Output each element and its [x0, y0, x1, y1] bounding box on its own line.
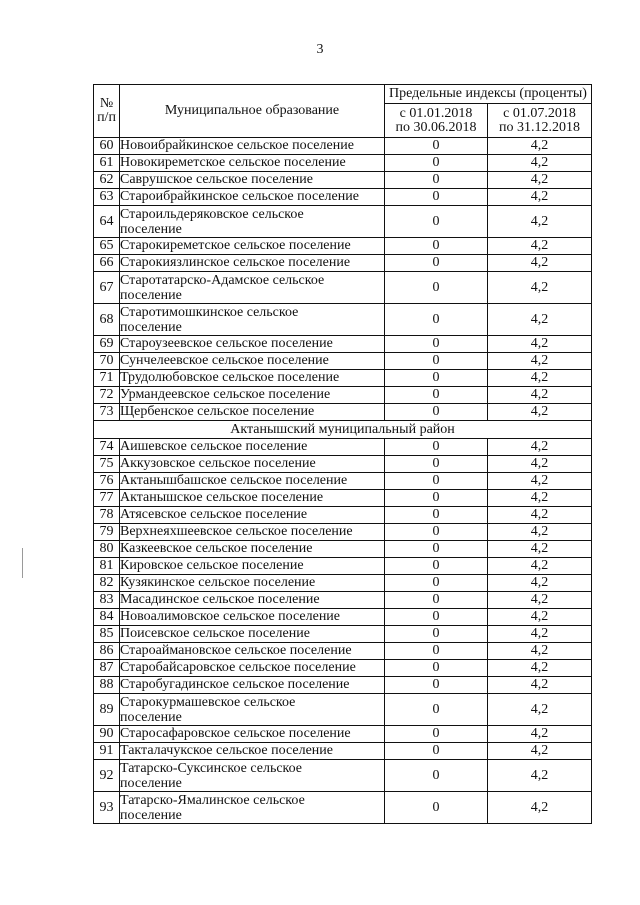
index-period-1: 0	[385, 609, 488, 626]
table-row	[94, 336, 592, 353]
index-period-2: 4,2	[488, 609, 592, 626]
index-period-2: 4,2	[488, 336, 592, 353]
index-period-1: 0	[385, 155, 488, 172]
index-period-2: 4,2	[488, 677, 592, 694]
index-period-1: 0	[385, 238, 488, 255]
row-number: 73	[94, 404, 120, 421]
index-period-2: 4,2	[488, 694, 592, 726]
table-row	[94, 206, 592, 238]
table-row	[94, 172, 592, 189]
municipality-name: Старосафаровское сельское поселение	[120, 726, 385, 743]
index-period-2: 4,2	[488, 404, 592, 421]
index-period-1: 0	[385, 541, 488, 558]
index-period-2: 4,2	[488, 353, 592, 370]
price-index-table	[93, 84, 592, 824]
municipality-name: Казкеевское сельское поселение	[120, 541, 385, 558]
index-period-2: 4,2	[488, 592, 592, 609]
municipality-name: Актанышское сельское поселение	[120, 490, 385, 507]
row-number: 83	[94, 592, 120, 609]
municipality-name: Сунчелеевское сельское поселение	[120, 353, 385, 370]
row-number: 85	[94, 626, 120, 643]
section-title: Актанышский муниципальный район	[94, 421, 592, 439]
row-number: 66	[94, 255, 120, 272]
index-period-2: 4,2	[488, 255, 592, 272]
index-period-2: 4,2	[488, 238, 592, 255]
table-row	[94, 609, 592, 626]
table-row	[94, 138, 592, 155]
row-number: 69	[94, 336, 120, 353]
table-row	[94, 626, 592, 643]
row-number: 91	[94, 743, 120, 760]
municipality-name: Актанышбашское сельское поселение	[120, 473, 385, 490]
table-row	[94, 439, 592, 456]
table-body	[94, 138, 592, 824]
municipality-name: Татарско-Суксинское сельское поселение	[120, 760, 385, 792]
row-number: 65	[94, 238, 120, 255]
row-number: 93	[94, 792, 120, 824]
index-period-1: 0	[385, 206, 488, 238]
municipality-name: Масадинское сельское поселение	[120, 592, 385, 609]
table-row	[94, 272, 592, 304]
index-period-2: 4,2	[488, 206, 592, 238]
index-period-1: 0	[385, 558, 488, 575]
header-period-1-label: с 01.01.2018 по 30.06.2018	[395, 105, 477, 135]
index-period-1: 0	[385, 694, 488, 726]
page-number: 3	[316, 42, 324, 57]
index-period-1: 0	[385, 592, 488, 609]
row-number: 61	[94, 155, 120, 172]
header-number	[94, 85, 120, 138]
table-row	[94, 760, 592, 792]
municipality-name: Староибрайкинское сельское поселение	[120, 189, 385, 206]
municipality-name: Старокиязлинское сельское поселение	[120, 255, 385, 272]
table-row	[94, 456, 592, 473]
index-period-1: 0	[385, 473, 488, 490]
table-row	[94, 524, 592, 541]
municipality-name: Трудолюбовское сельское поселение	[120, 370, 385, 387]
table-row	[94, 473, 592, 490]
index-period-1: 0	[385, 272, 488, 304]
municipality-name: Старобугадинское сельское поселение	[120, 677, 385, 694]
table-row	[94, 660, 592, 677]
index-period-1: 0	[385, 677, 488, 694]
index-period-1: 0	[385, 760, 488, 792]
table-row	[94, 575, 592, 592]
index-period-2: 4,2	[488, 726, 592, 743]
header-municipality-label: Муниципальное образование	[164, 103, 340, 118]
index-period-2: 4,2	[488, 558, 592, 575]
header-index-group	[385, 85, 592, 104]
row-number: 87	[94, 660, 120, 677]
index-period-1: 0	[385, 439, 488, 456]
index-period-1: 0	[385, 353, 488, 370]
index-period-2: 4,2	[488, 439, 592, 456]
row-number: 60	[94, 138, 120, 155]
index-period-1: 0	[385, 404, 488, 421]
index-period-1: 0	[385, 643, 488, 660]
row-number: 80	[94, 541, 120, 558]
index-period-2: 4,2	[488, 760, 592, 792]
header-period-1	[385, 104, 488, 138]
index-period-1: 0	[385, 189, 488, 206]
row-number: 88	[94, 677, 120, 694]
municipality-name: Поисевское сельское поселение	[120, 626, 385, 643]
index-period-2: 4,2	[488, 507, 592, 524]
header-number-label: № п/п	[97, 96, 116, 125]
municipality-name: Аишевское сельское поселение	[120, 439, 385, 456]
municipality-name: Такталачукское сельское поселение	[120, 743, 385, 760]
municipality-name: Урмандеевское сельское поселение	[120, 387, 385, 404]
index-period-1: 0	[385, 138, 488, 155]
table-row	[94, 155, 592, 172]
municipality-name: Старокиреметское сельское поселение	[120, 238, 385, 255]
table-row	[94, 255, 592, 272]
index-period-2: 4,2	[488, 524, 592, 541]
index-period-2: 4,2	[488, 272, 592, 304]
index-period-1: 0	[385, 255, 488, 272]
header-period-2-label: с 01.07.2018 по 31.12.2018	[499, 105, 580, 135]
row-number: 76	[94, 473, 120, 490]
table-row	[94, 792, 592, 824]
index-period-2: 4,2	[488, 541, 592, 558]
header-index-group-label: Предельные индексы (проценты)	[389, 86, 587, 101]
table-row	[94, 726, 592, 743]
row-number: 70	[94, 353, 120, 370]
index-period-2: 4,2	[488, 792, 592, 824]
index-period-2: 4,2	[488, 155, 592, 172]
row-number: 81	[94, 558, 120, 575]
index-period-2: 4,2	[488, 575, 592, 592]
table-row	[94, 743, 592, 760]
municipality-name: Старотимошкинское сельское поселение	[120, 304, 385, 336]
municipality-name: Саврушское сельское поселение	[120, 172, 385, 189]
municipality-name: Кировское сельское поселение	[120, 558, 385, 575]
municipality-name: Татарско-Ямалинское сельское поселение	[120, 792, 385, 824]
index-period-2: 4,2	[488, 643, 592, 660]
row-number: 67	[94, 272, 120, 304]
index-period-2: 4,2	[488, 626, 592, 643]
margin-mark	[22, 548, 23, 578]
row-number: 78	[94, 507, 120, 524]
index-period-1: 0	[385, 792, 488, 824]
header-municipality	[120, 85, 385, 138]
row-number: 68	[94, 304, 120, 336]
row-number: 64	[94, 206, 120, 238]
municipality-name: Старокурмашевское сельское поселение	[120, 694, 385, 726]
index-period-2: 4,2	[488, 387, 592, 404]
municipality-name: Верхнеяхшеевское сельское поселение	[120, 524, 385, 541]
index-period-1: 0	[385, 743, 488, 760]
municipality-name: Атясевское сельское поселение	[120, 507, 385, 524]
row-number: 77	[94, 490, 120, 507]
index-period-1: 0	[385, 456, 488, 473]
municipality-name: Староаймановское сельское поселение	[120, 643, 385, 660]
table-row	[94, 387, 592, 404]
municipality-name: Новокиреметское сельское поселение	[120, 155, 385, 172]
table-row	[94, 304, 592, 336]
table-row	[94, 507, 592, 524]
index-period-2: 4,2	[488, 138, 592, 155]
row-number: 74	[94, 439, 120, 456]
index-period-1: 0	[385, 726, 488, 743]
row-number: 84	[94, 609, 120, 626]
row-number: 90	[94, 726, 120, 743]
section-row	[94, 421, 592, 439]
municipality-name: Староузеевское сельское поселение	[120, 336, 385, 353]
municipality-name: Староильдеряковское сельское поселение	[120, 206, 385, 238]
municipality-name: Новоибрайкинское сельское поселение	[120, 138, 385, 155]
row-number: 63	[94, 189, 120, 206]
table-row	[94, 677, 592, 694]
index-period-1: 0	[385, 575, 488, 592]
municipality-name: Старобайсаровское сельское поселение	[120, 660, 385, 677]
index-period-2: 4,2	[488, 473, 592, 490]
index-period-2: 4,2	[488, 743, 592, 760]
index-period-1: 0	[385, 626, 488, 643]
row-number: 62	[94, 172, 120, 189]
index-period-1: 0	[385, 524, 488, 541]
table-row	[94, 404, 592, 421]
index-period-1: 0	[385, 490, 488, 507]
index-period-2: 4,2	[488, 456, 592, 473]
row-number: 92	[94, 760, 120, 792]
row-number: 72	[94, 387, 120, 404]
row-number: 75	[94, 456, 120, 473]
index-period-1: 0	[385, 336, 488, 353]
index-period-2: 4,2	[488, 660, 592, 677]
index-period-2: 4,2	[488, 172, 592, 189]
table-row	[94, 238, 592, 255]
index-period-2: 4,2	[488, 370, 592, 387]
municipality-name: Аккузовское сельское поселение	[120, 456, 385, 473]
table-row	[94, 558, 592, 575]
index-period-2: 4,2	[488, 189, 592, 206]
municipality-name: Старотатарско-Адамское сельское поселение	[120, 272, 385, 304]
table-row	[94, 490, 592, 507]
index-period-1: 0	[385, 172, 488, 189]
table-row	[94, 370, 592, 387]
header-period-2	[488, 104, 592, 138]
index-period-1: 0	[385, 304, 488, 336]
municipality-name: Щербенское сельское поселение	[120, 404, 385, 421]
row-number: 89	[94, 694, 120, 726]
table-row	[94, 541, 592, 558]
index-period-2: 4,2	[488, 304, 592, 336]
municipality-name: Кузякинское сельское поселение	[120, 575, 385, 592]
municipality-name: Новоалимовское сельское поселение	[120, 609, 385, 626]
row-number: 86	[94, 643, 120, 660]
index-period-1: 0	[385, 387, 488, 404]
table-row	[94, 189, 592, 206]
row-number: 82	[94, 575, 120, 592]
index-period-1: 0	[385, 370, 488, 387]
index-period-1: 0	[385, 507, 488, 524]
table-row	[94, 643, 592, 660]
table-row	[94, 694, 592, 726]
row-number: 79	[94, 524, 120, 541]
row-number: 71	[94, 370, 120, 387]
table-row	[94, 353, 592, 370]
table-row	[94, 592, 592, 609]
table-header	[94, 85, 592, 138]
index-period-1: 0	[385, 660, 488, 677]
index-period-2: 4,2	[488, 490, 592, 507]
